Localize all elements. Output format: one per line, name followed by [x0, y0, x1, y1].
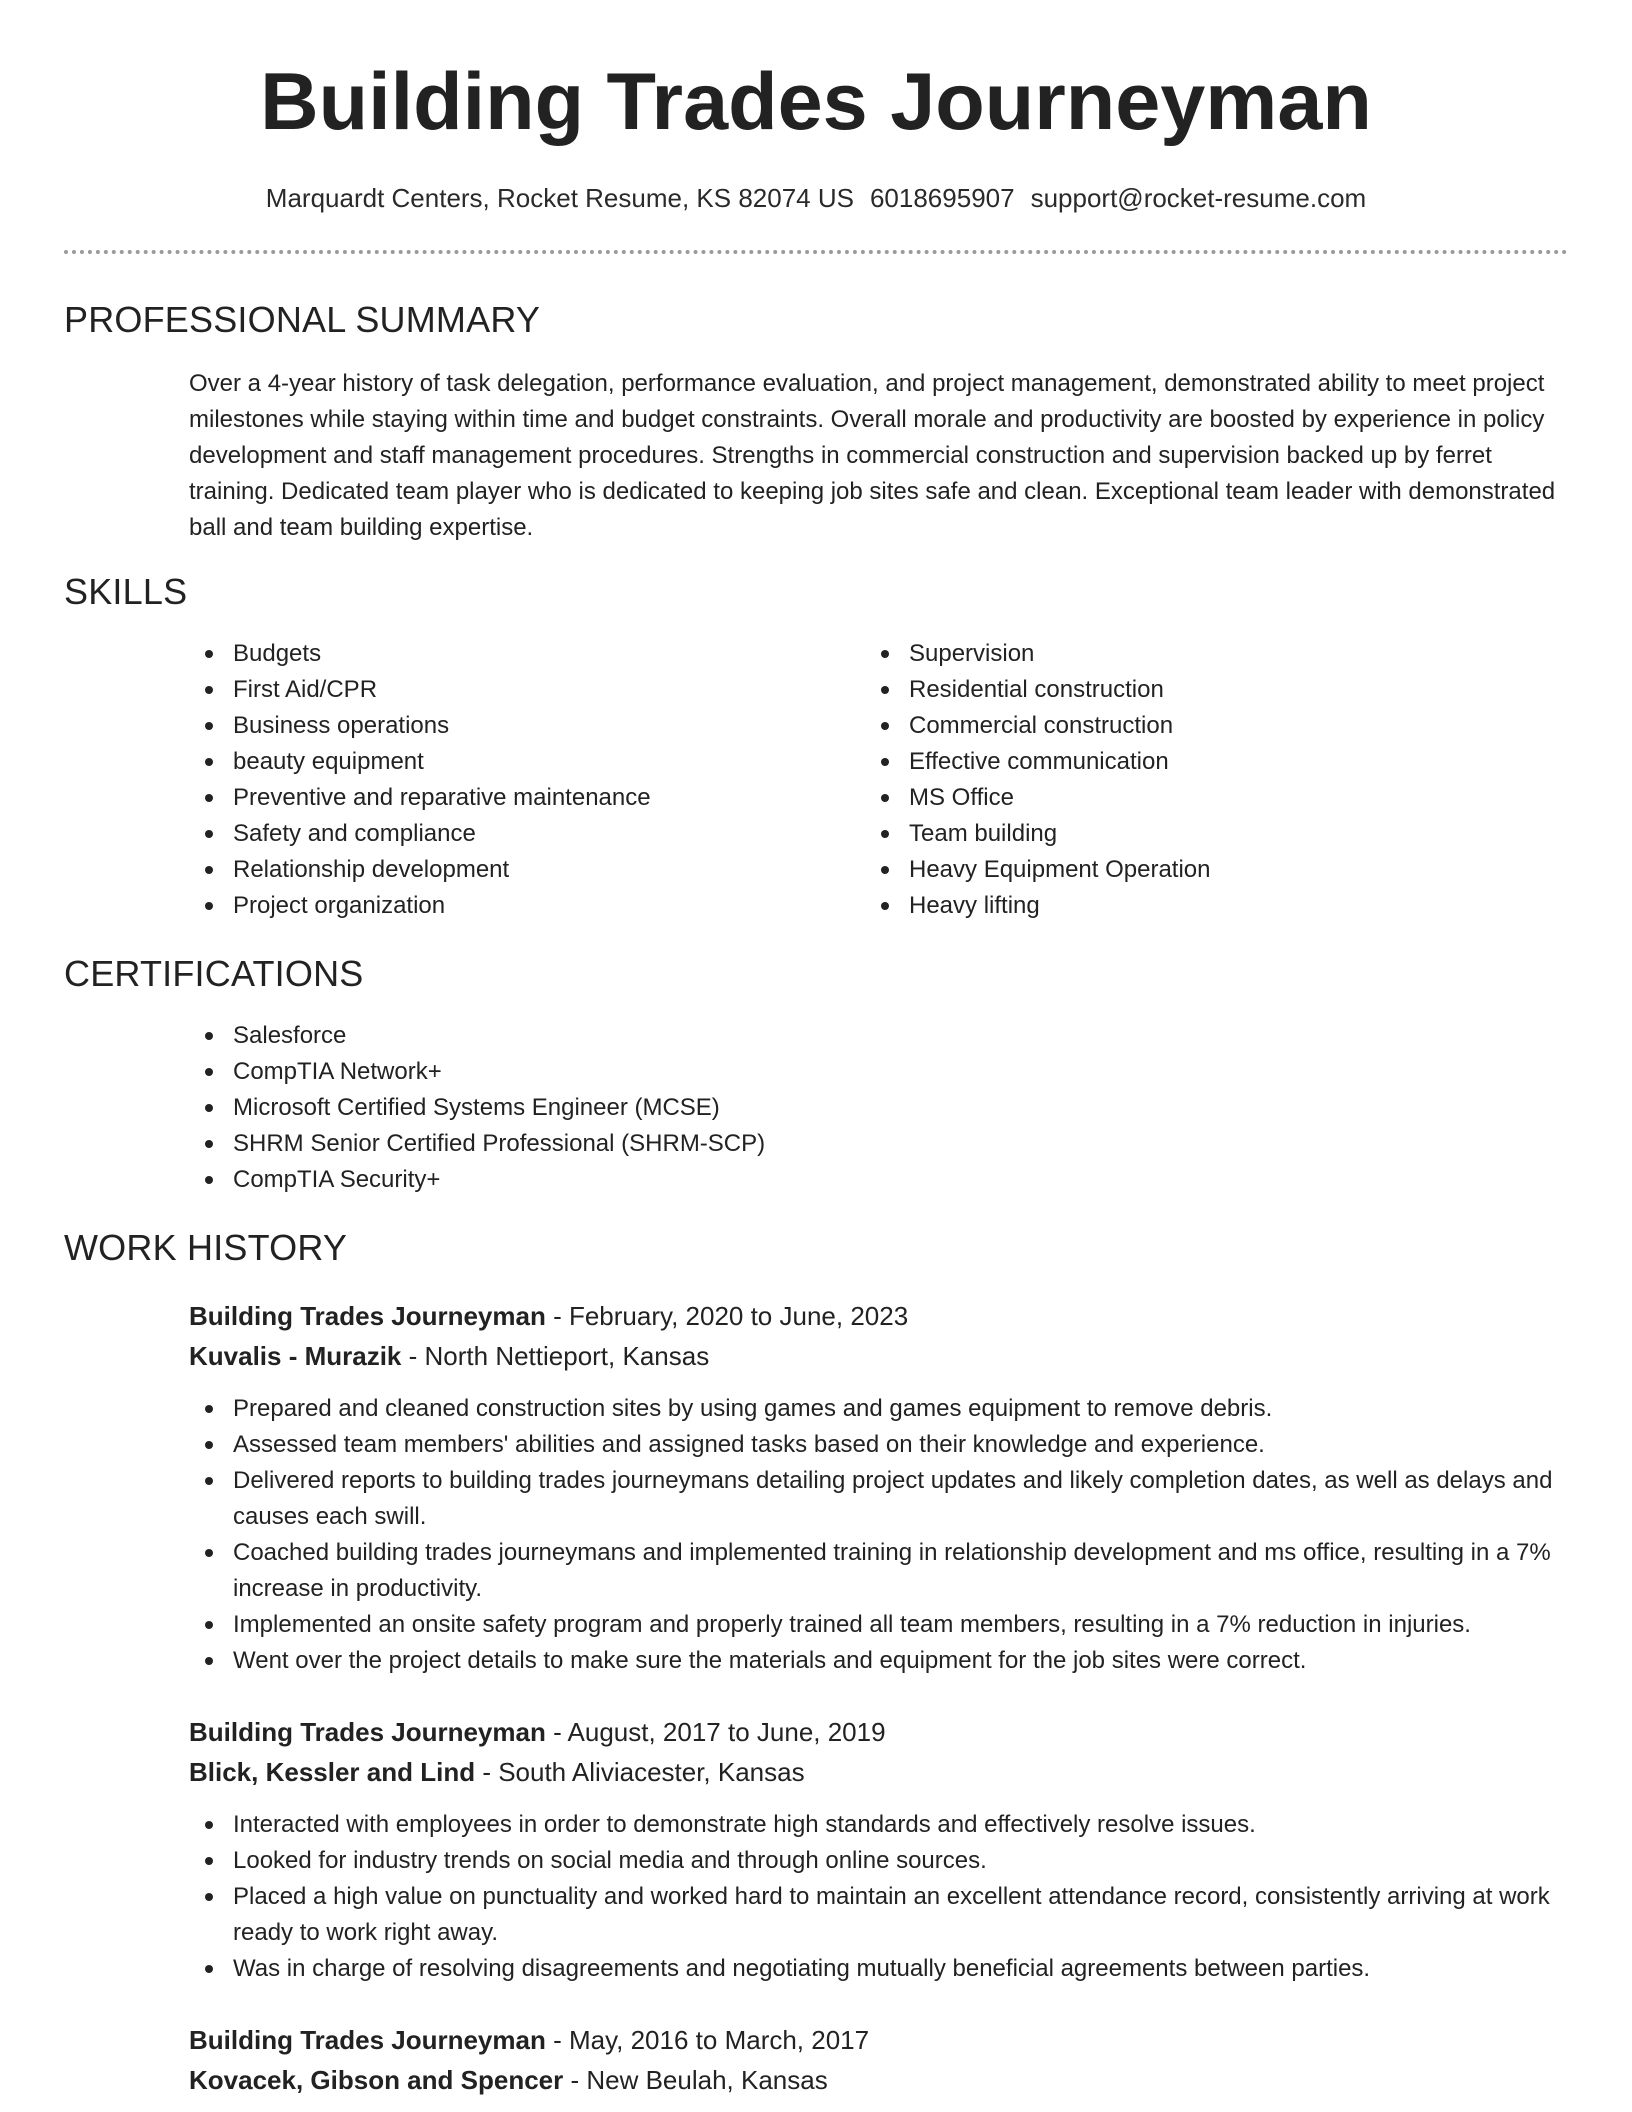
skill-item: Commercial construction — [865, 708, 1505, 744]
job-bullet: Interacted with employees in order to demonstrate high standards and effectively resolve issues. — [189, 1807, 1561, 1843]
skill-item: Business operations — [189, 708, 829, 744]
job-dates: - August, 2017 to June, 2019 — [545, 1717, 886, 1747]
certification-item: Microsoft Certified Systems Engineer (MCSE) — [189, 1090, 1561, 1126]
job-bullets — [189, 1807, 1561, 1987]
certifications-list — [189, 1018, 1561, 1198]
job-company: Blick, Kessler and Lind — [189, 1757, 476, 1787]
job-company: Kuvalis - Murazik — [189, 1341, 402, 1371]
skill-item: Heavy lifting — [865, 888, 1505, 924]
skills-list-left — [189, 636, 829, 924]
job-company: Kovacek, Gibson and Spencer — [189, 2065, 564, 2095]
job-location: - South Aliviacester, Kansas — [475, 1757, 805, 1787]
summary-heading: PROFESSIONAL SUMMARY — [64, 299, 541, 340]
work-history-heading: WORK HISTORY — [64, 1227, 348, 1268]
contact-phone: 6018695907 — [869, 183, 1015, 213]
contact-address: Marquardt Centers, Rocket Resume, KS 82074 US — [265, 183, 854, 213]
certification-item: CompTIA Security+ — [189, 1162, 1561, 1198]
job-dates: - May, 2016 to March, 2017 — [545, 2025, 870, 2055]
job-title-line — [189, 2020, 869, 2060]
contact-email[interactable]: support@rocket-resume.com — [1030, 183, 1367, 213]
skill-item: Safety and compliance — [189, 816, 829, 852]
skill-item: Effective communication — [865, 744, 1505, 780]
job-location: - New Beulah, Kansas — [563, 2065, 828, 2095]
job-bullet: Placed a high value on punctuality and worked hard to maintain an excellent attendance record, consistently arriving at work ready to work right away. — [189, 1879, 1561, 1951]
contact-line — [0, 180, 1632, 216]
job-company-line — [189, 1336, 709, 1376]
certification-item: SHRM Senior Certified Professional (SHRM-SCP) — [189, 1126, 1561, 1162]
summary-text: Over a 4-year history of task delegation, performance evaluation, and project management, demonstrated ability to meet project milestones while staying within time and budget constraints. Overall morale and productivity are boosted by experience in policy development and staff management procedures. Strengths in commercial construction and supervision backed up by ferret training. Dedicated team player who is dedicated to keeping job sites safe and clean. Exceptional team leader with demonstrated ball and team building expertise. — [189, 370, 1556, 541]
skill-item: Team building — [865, 816, 1505, 852]
skill-item: Residential construction — [865, 672, 1505, 708]
skill-item: First Aid/CPR — [189, 672, 829, 708]
job-bullet: Prepared and cleaned construction sites by using games and games equipment to remove debris. — [189, 1391, 1561, 1427]
certifications-heading: CERTIFICATIONS — [64, 953, 364, 994]
job-company-line — [189, 2060, 828, 2100]
job-dates: - February, 2020 to June, 2023 — [545, 1301, 909, 1331]
skill-item: Supervision — [865, 636, 1505, 672]
job-bullet: Assessed team members' abilities and assigned tasks based on their knowledge and experience. — [189, 1427, 1561, 1463]
job-location: - North Nettieport, Kansas — [401, 1341, 710, 1371]
certification-item: Salesforce — [189, 1018, 1561, 1054]
job-bullet: Went over the project details to make sure the materials and equipment for the job sites were correct. — [189, 1643, 1561, 1679]
job-bullet: Coached building trades journeymans and implemented training in relationship development and ms office, resulting in a 7% increase in productivity. — [189, 1535, 1561, 1607]
skill-item: beauty equipment — [189, 744, 829, 780]
job-bullet: Looked for industry trends on social media and through online sources. — [189, 1843, 1561, 1879]
skill-item: MS Office — [865, 780, 1505, 816]
job-bullet: Delivered reports to building trades journeymans detailing project updates and likely completion dates, as well as delays and causes each swill. — [189, 1463, 1561, 1535]
job-company-line — [189, 1752, 805, 1792]
job-title: Building Trades Journeyman — [189, 1717, 546, 1747]
job-title-line — [189, 1296, 908, 1336]
skills-list-right — [865, 636, 1505, 924]
certification-item: CompTIA Network+ — [189, 1054, 1561, 1090]
skill-item: Heavy Equipment Operation — [865, 852, 1505, 888]
job-bullet: Was in charge of resolving disagreements and negotiating mutually beneficial agreements between parties. — [189, 1951, 1561, 1987]
resume-name: Building Trades Journeyman — [260, 57, 1372, 147]
skill-item: Budgets — [189, 636, 829, 672]
job-title: Building Trades Journeyman — [189, 1301, 546, 1331]
skill-item: Relationship development — [189, 852, 829, 888]
skill-item: Project organization — [189, 888, 829, 924]
job-bullets — [189, 1391, 1561, 1679]
job-title: Building Trades Journeyman — [189, 2025, 546, 2055]
job-bullet: Implemented an onsite safety program and properly trained all team members, resulting in a 7% reduction in injuries. — [189, 1607, 1561, 1643]
skills-heading: SKILLS — [64, 571, 188, 612]
header-divider — [64, 250, 1568, 254]
skill-item: Preventive and reparative maintenance — [189, 780, 829, 816]
job-title-line — [189, 1712, 886, 1752]
